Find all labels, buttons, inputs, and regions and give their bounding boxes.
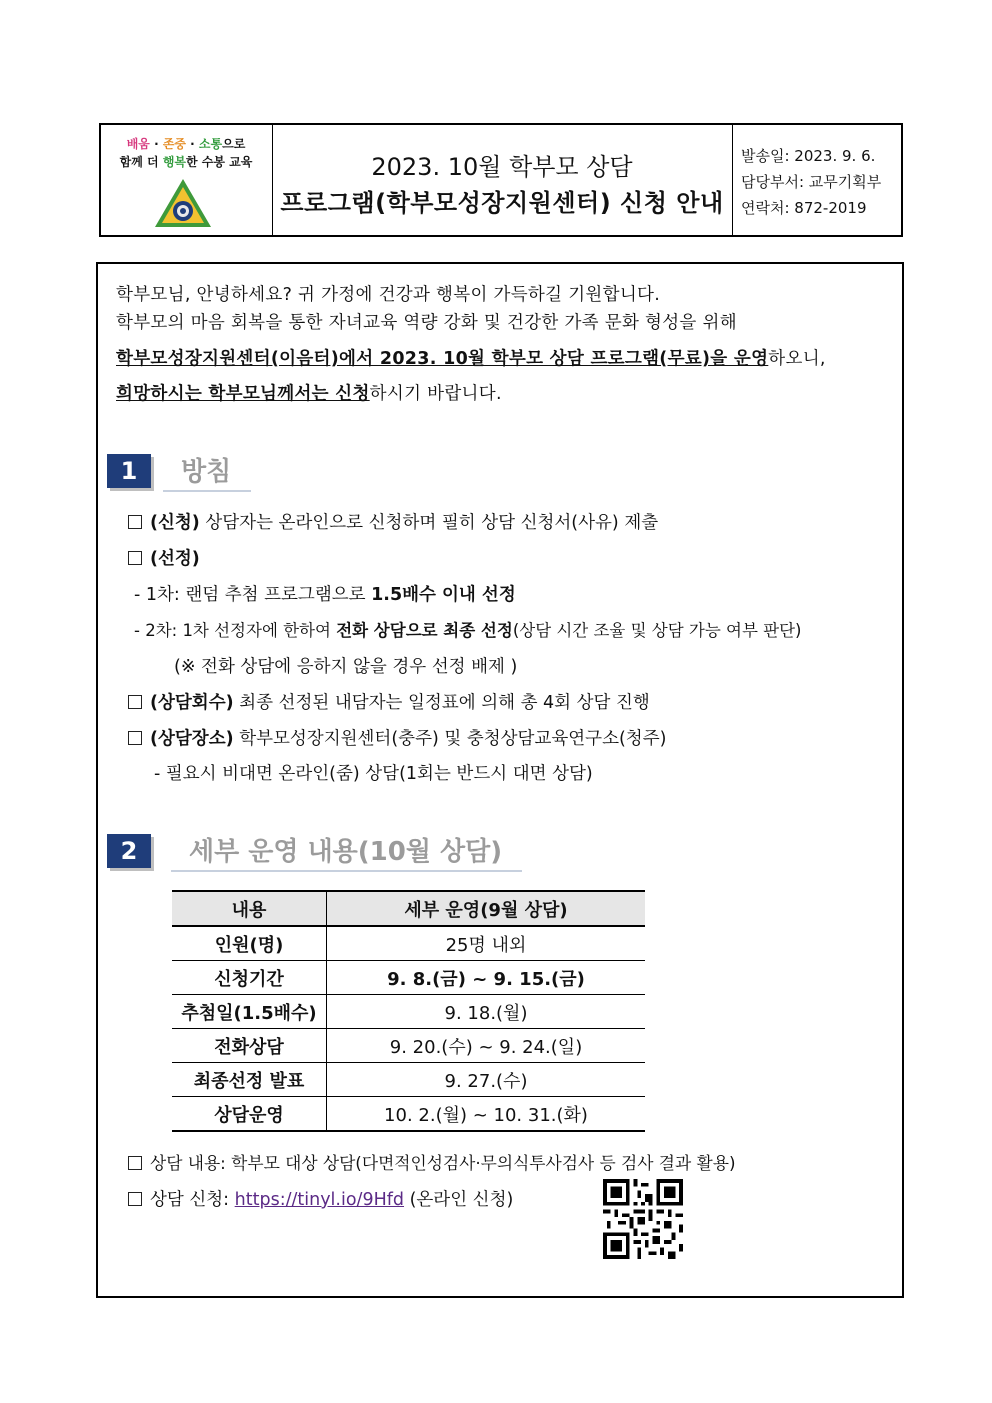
table-cell-label: 전화상담 (172, 1029, 327, 1063)
policy-note: (※ 전화 상담에 응하지 않을 경우 선정 배제 ) (174, 657, 518, 677)
intro-line-1: 학부모님, 안녕하세요? 귀 가정에 건강과 행복이 가득하길 기원합니다. (116, 285, 661, 305)
intro-line-4: 희망하시는 학부모님께서는 신청하시기 바랍니다. (116, 384, 502, 404)
checkbox-icon (128, 551, 142, 565)
page-title-line-1: 2023. 10월 학부모 상담 (371, 153, 633, 181)
table-row (172, 1063, 645, 1097)
section-2-number: 2 (107, 834, 151, 868)
table-cell-value: 10. 2.(월) ~ 10. 31.(화) (327, 1097, 646, 1132)
checkbox-icon (128, 695, 142, 709)
school-slogan-cell (101, 125, 273, 235)
table-cell-label: 추첨일(1.5배수) (172, 995, 327, 1029)
table-row (172, 1029, 645, 1063)
content-box (96, 262, 904, 1298)
table-cell-value: 25명 내외 (327, 926, 646, 961)
intro-line-2: 학부모의 마음 회복을 통한 자녀교육 역량 강화 및 건강한 가족 문화 형성을 위해 (116, 313, 737, 333)
policy-place: (상담장소) 학부모성장지원센터(충주) 및 충청상담교육연구소(청주) (128, 725, 666, 750)
department: 담당부서: 교무기획부 (741, 173, 882, 191)
apply-link[interactable]: https://tinyl.io/9Hfd (234, 1190, 405, 1210)
table-cell-label: 최종선정 발표 (172, 1063, 327, 1097)
policy-apply: (신청) 상담자는 온라인으로 신청하며 필히 상담 신청서(사유) 제출 (128, 509, 658, 534)
policy-round-2: - 2차: 1차 선정자에 한하여 전화 상담으로 최종 선정(상담 시간 조율 및 상담 가능 여부 판단) (134, 621, 802, 640)
table-header: 세부 운영(9월 상담) (327, 891, 646, 926)
table-row (172, 995, 645, 1029)
table-cell-value: 9. 27.(수) (327, 1063, 646, 1097)
consult-apply: 상담 신청: https://tinyl.io/9Hfd (온라인 신청) (128, 1186, 513, 1211)
table-header-row (172, 891, 645, 926)
section-1-title: 방침 (163, 451, 251, 492)
slogan-line-1: 배움 · 존중 · 소통으로 (126, 137, 246, 151)
section-2-title: 세부 운영 내용(10월 상담) (171, 831, 522, 872)
policy-select: (선정) (128, 545, 200, 570)
policy-place-sub: - 필요시 비대면 온라인(줌) 상담(1회는 반드시 대면 상담) (154, 764, 593, 784)
school-emblem-icon (153, 177, 213, 229)
consult-content: 상담 내용: 학부모 대상 상담(다면적인성검사·무의식투사검사 등 검사 결과 활용) (128, 1150, 736, 1174)
checkbox-icon (128, 1156, 142, 1170)
schedule-table (172, 890, 645, 1132)
table-cell-label: 신청기간 (172, 961, 327, 995)
document-header (99, 123, 903, 237)
table-cell-label: 상담운영 (172, 1097, 327, 1132)
table-row (172, 1097, 645, 1132)
intro-line-3: 학부모성장지원센터(이음터)에서 2023. 10월 학부모 상담 프로그램(무료)을 운영하오니, (116, 349, 826, 369)
table-cell-value: 9. 20.(수) ~ 9. 24.(일) (327, 1029, 646, 1063)
title-cell (273, 125, 733, 235)
checkbox-icon (128, 731, 142, 745)
table-row (172, 961, 645, 995)
qr-code-icon (603, 1179, 683, 1259)
checkbox-icon (128, 1192, 142, 1206)
table-cell-value: 9. 18.(월) (327, 995, 646, 1029)
slogan-line-2: 함께 더 행복한 수봉 교육 (119, 155, 253, 169)
section-1-number: 1 (107, 454, 151, 488)
meta-cell (733, 125, 903, 235)
checkbox-icon (128, 515, 142, 529)
page-title-line-2: 프로그램(학부모성장지원센터) 신청 안내 (280, 189, 724, 217)
sent-date: 발송일: 2023. 9. 6. (741, 147, 876, 165)
table-row (172, 926, 645, 961)
policy-count: (상담회수) 최종 선정된 내담자는 일정표에 의해 총 4회 상담 진행 (128, 689, 650, 714)
table-header: 내용 (172, 891, 327, 926)
contact: 연락처: 872-2019 (741, 199, 867, 217)
table-cell-value: 9. 8.(금) ~ 9. 15.(금) (327, 961, 646, 995)
table-cell-label: 인원(명) (172, 926, 327, 961)
policy-round-1: - 1차: 랜덤 추첨 프로그램으로 1.5배수 이내 선정 (134, 585, 516, 605)
